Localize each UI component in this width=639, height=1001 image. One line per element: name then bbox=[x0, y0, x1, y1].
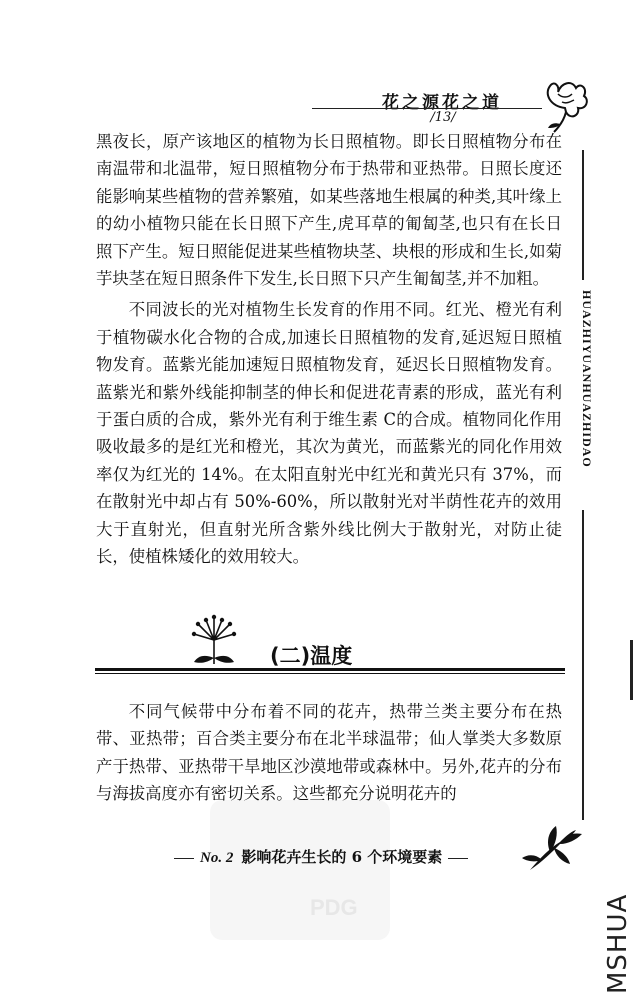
running-header-title: 花之源花之道 bbox=[382, 93, 502, 113]
body-text-bottom bbox=[96, 698, 562, 808]
leaf-icon bbox=[520, 818, 590, 874]
section-heading: (二)温度 bbox=[270, 644, 353, 668]
footer-dash-right bbox=[448, 858, 468, 859]
flower-icon bbox=[540, 78, 590, 134]
footer-dash-left bbox=[174, 858, 194, 859]
watermark-text: PDG bbox=[310, 895, 358, 920]
watermark-seal bbox=[210, 800, 390, 940]
edge-bar bbox=[630, 640, 633, 700]
paragraph: 不同波长的光对植物生长发育的作用不同。红光、橙光有利于植物碳水化合物的合成,加速长日照植物的发育,延迟短日照植物发育。蓝紫光能加速短日照植物发育，延迟长日照植物发育。蓝紫光和紫外线能抑制茎的伸长和促进花青素的形成，蓝光有利于蛋白质的合成，紫外光有利于维生素 C的合成。植物同化作用吸收最多的是红光和橙光，其次为黄光，而蓝紫光的同化作用效率仅为红光的 14%。在太阳直射光中红光和黄光只有 37%，而在散射光中却占有 50%-60%，所以散射光对半荫性花卉的效用大于直射光，但直射光所含紫外线比例大于散射光，对防止徒长，使植株矮化的效用较大。 bbox=[96, 300, 562, 567]
side-rule-bottom bbox=[582, 510, 584, 820]
footer-chapter: No. 2 bbox=[200, 850, 234, 866]
paragraph: 不同气候带中分布着不同的花卉，热带兰类主要分布在热带、亚热带；百合类主要分布在北半球温带；仙人掌类大多数原产于热带、亚热带干旱地区沙漠地带或森林中。另外,花卉的分布与海拔高度亦有密切关系。这些都充分说明花卉的 bbox=[96, 702, 562, 804]
section-rule-thin bbox=[95, 673, 565, 674]
footer-title: 影响花卉生长的 6 个环境要素 bbox=[241, 848, 443, 866]
body-text-top bbox=[96, 128, 562, 571]
side-rule-top bbox=[582, 150, 584, 280]
page-number: /13/ bbox=[430, 110, 456, 125]
vertical-side-text: HUAZHIYUANHUAZHIDAO bbox=[580, 290, 594, 468]
section-rule bbox=[95, 668, 565, 671]
header-rule bbox=[312, 108, 542, 109]
running-footer bbox=[168, 846, 538, 867]
paragraph: 黑夜长，原产该地区的植物为长日照植物。即长日照植物分布在南温带和北温带，短日照植物分布于热带和亚热带。日照长度还能影响某些植物的营养繁殖，如某些落地生根属的种类,其叶缘上的幼小植物只能在长日照下产生,虎耳草的匍匐茎,也只有在长日照下产生。短日照能促进某些植物块茎、块根的形成和生长,如菊芋块茎在短日照条件下发生,长日照下只产生匍匐茎,并不加粗。 bbox=[96, 132, 562, 289]
side-label: MSHUA bbox=[603, 893, 633, 994]
dandelion-icon bbox=[184, 614, 244, 670]
